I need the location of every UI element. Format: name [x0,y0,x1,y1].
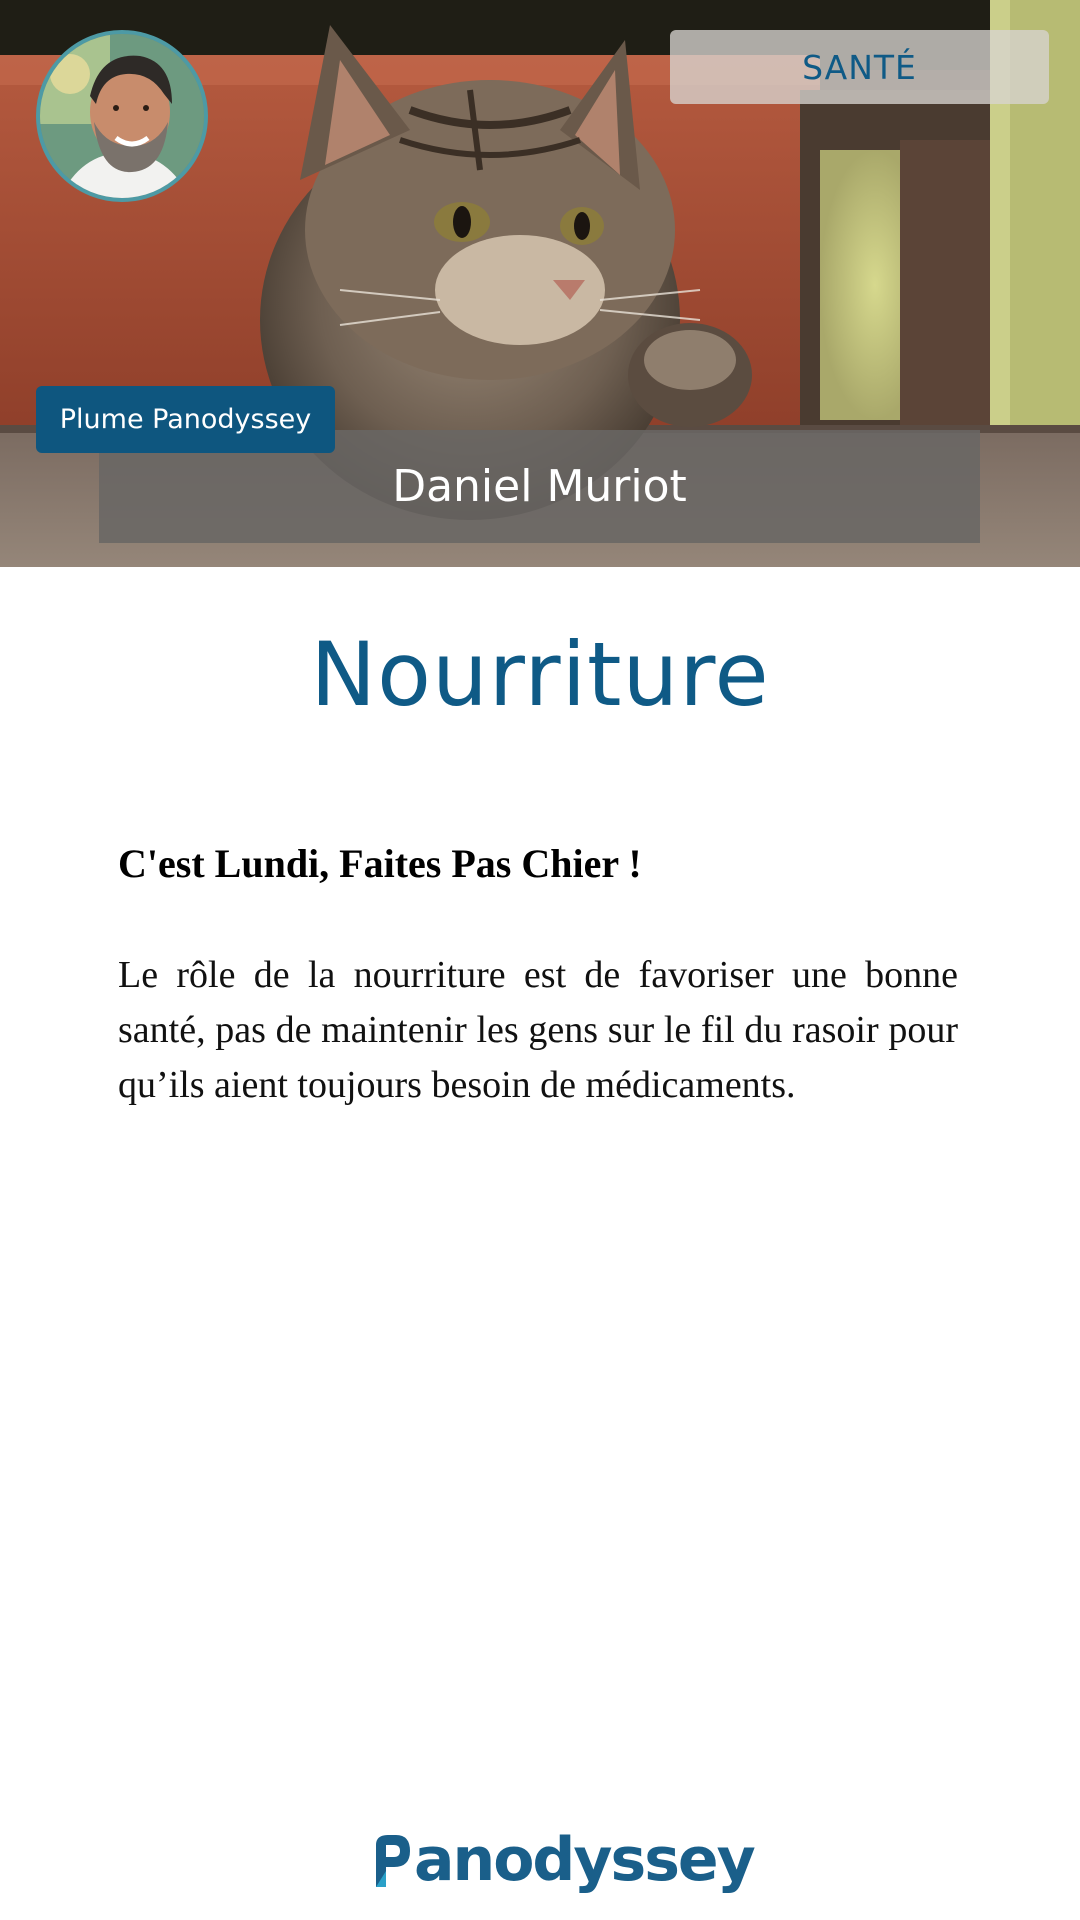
logo-text: anodyssey [414,1825,754,1895]
panodyssey-p-icon [372,1831,412,1889]
quote-body: Le rôle de la nourriture est de favoriser une bonne santé, pas de maintenir les gens sur le fil du rasoir pour qu’ils aient toujours besoin de médicaments. [118,954,958,1106]
author-avatar-illustration [40,34,204,198]
author-avatar[interactable] [36,30,208,202]
page-title: Nourriture [310,623,770,726]
category-badge[interactable]: SANTÉ [670,30,1049,104]
author-name[interactable]: Daniel Muriot [99,430,980,543]
panodyssey-logo[interactable] [372,1825,754,1895]
plume-tag[interactable]: Plume Panodyssey [36,386,335,453]
quote-headline: C'est Lundi, Faites Pas Chier ! [118,841,642,886]
cover-image [0,0,1080,567]
